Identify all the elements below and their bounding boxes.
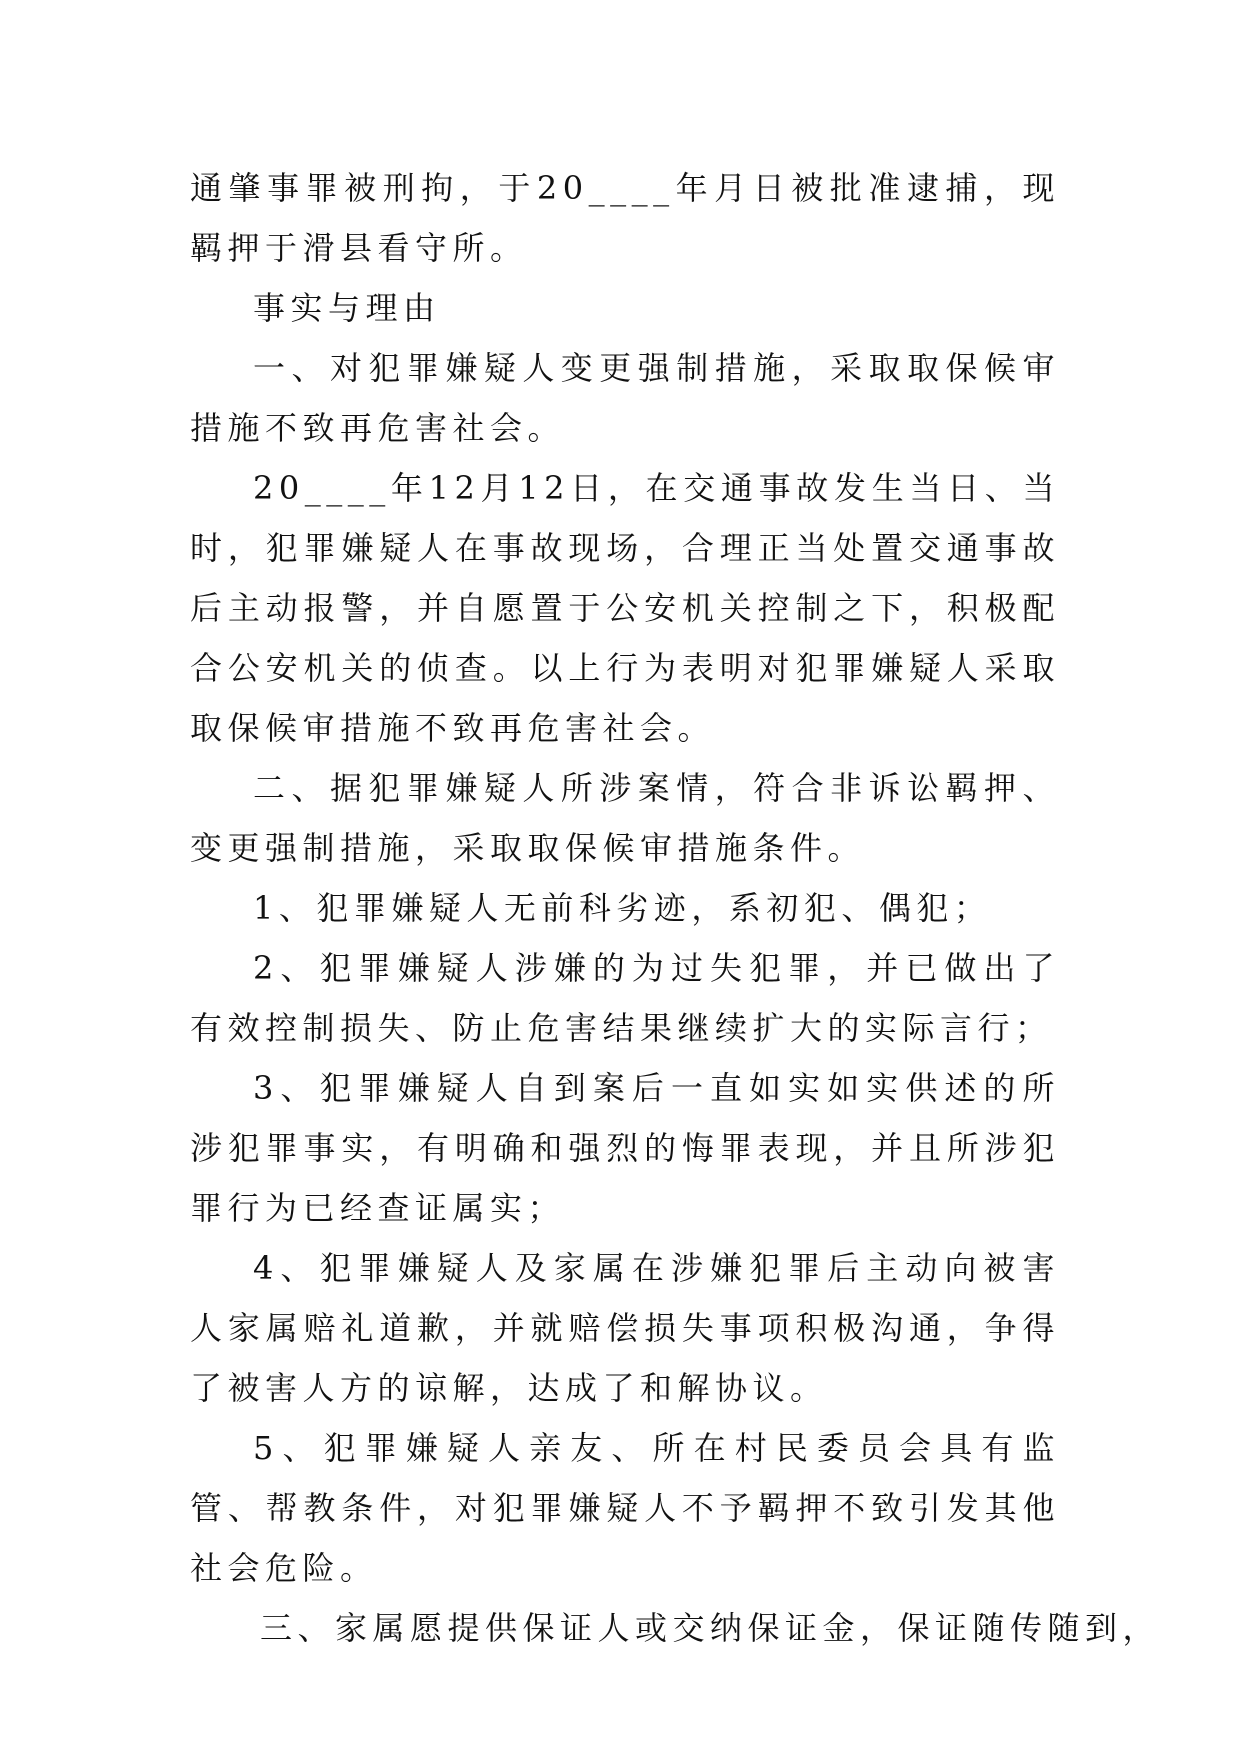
- list-item-condition-4: 4、犯罪嫌疑人及家属在涉嫌犯罪后主动向被害人家属赔礼道歉，并就赔偿损失事项积极沟通，争得了被害人方的谅解，达成了和解协议。: [190, 1249, 1060, 1407]
- list-item-condition-5: 5、犯罪嫌疑人亲友、所在村民委员会具有监管、帮教条件，对犯罪嫌疑人不予羁押不致引发其他社会危险。: [190, 1429, 1060, 1587]
- paragraph-accident-conduct: 20____年12月12日，在交通事故发生当日、当时，犯罪嫌疑人在事故现场，合理正当处置交通事故后主动报警，并自愿置于公安机关控制之下，积极配合公安机关的侦查。以上行为表明对犯罪嫌疑人采取取保候审措施不致再危害社会。: [190, 469, 1060, 747]
- list-item-condition-2: 2、犯罪嫌疑人涉嫌的为过失犯罪，并已做出了有效控制损失、防止危害结果继续扩大的实际言行；: [190, 949, 1060, 1047]
- paragraph-point-three: 三、家属愿提供保证人或交纳保证金，保证随传随到，: [260, 1609, 1161, 1647]
- paragraph-case-background: 通肇事罪被刑拘，于20____年月日被批准逮捕，现羁押于滑县看守所。: [190, 169, 1060, 267]
- list-item-condition-3: 3、犯罪嫌疑人自到案后一直如实如实供述的所涉犯罪事实，有明确和强烈的悔罪表现，并且所涉犯罪行为已经查证属实；: [190, 1069, 1060, 1227]
- list-item-condition-1: 1、犯罪嫌疑人无前科劣迹，系初犯、偶犯；: [253, 889, 992, 927]
- document-body: [190, 158, 1161, 1658]
- paragraph-point-two: 二、据犯罪嫌疑人所涉案情，符合非诉讼羁押、变更强制措施，采取取保候审措施条件。: [190, 769, 1060, 867]
- section-heading-facts-and-reasons: 事实与理由: [253, 289, 441, 327]
- paragraph-point-one: 一、对犯罪嫌疑人变更强制措施，采取取保候审措施不致再危害社会。: [190, 349, 1060, 447]
